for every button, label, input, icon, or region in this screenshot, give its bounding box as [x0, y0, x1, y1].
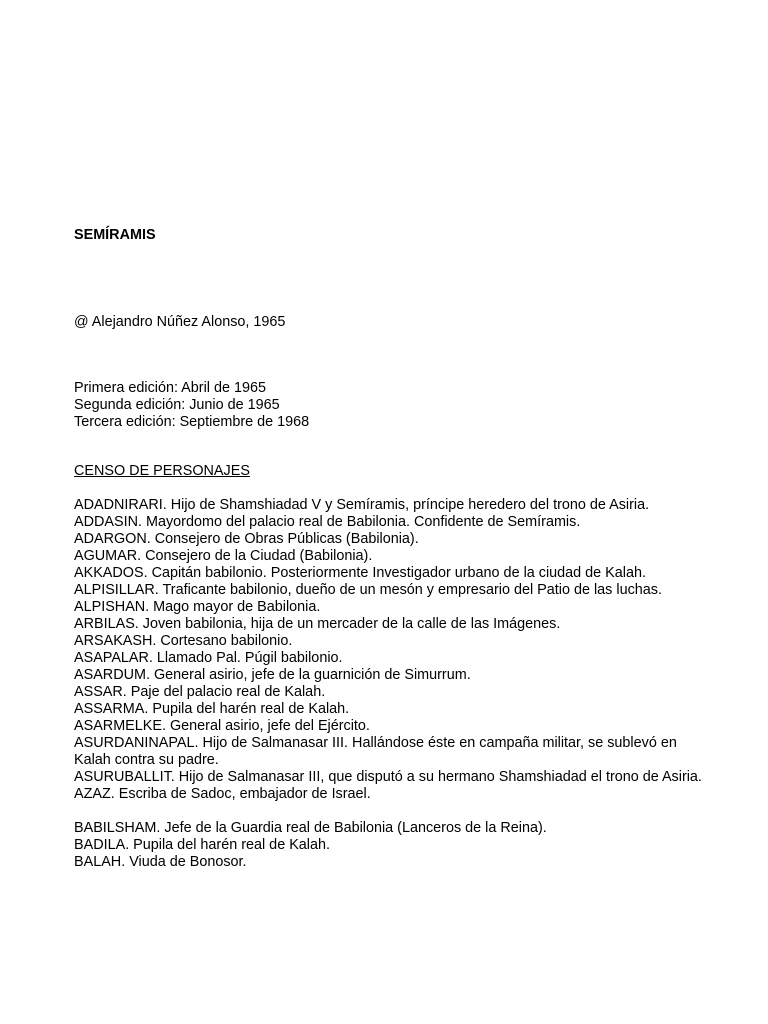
character-entry: ALPISHAN. Mago mayor de Babilonia.	[74, 599, 321, 615]
character-entry: ALPISILLAR. Traficante babilonio, dueño de un mesón y empresario del Patio de las luchas.	[74, 582, 662, 598]
character-entry: ADARGON. Consejero de Obras Públicas (Babilonia).	[74, 531, 419, 547]
character-list	[74, 497, 714, 871]
copyright-line: @ Alejandro Núñez Alonso, 1965	[74, 314, 286, 330]
character-entry: ASARDUM. General asirio, jefe de la guarnición de Simurrum.	[74, 667, 471, 683]
character-entry: BALAH. Viuda de Bonosor.	[74, 854, 247, 870]
character-entry: ASARMELKE. General asirio, jefe del Ejército.	[74, 718, 370, 734]
character-entry: AZAZ. Escriba de Sadoc, embajador de Israel.	[74, 786, 371, 802]
character-entry: ADDASIN. Mayordomo del palacio real de Babilonia. Confidente de Semíramis.	[74, 514, 581, 530]
character-entry: ASURDANINAPAL. Hijo de Salmanasar III. Hallándose éste en campaña militar, se sublevó en Kalah contra su padre.	[74, 735, 677, 768]
character-entry: ASSARMA. Pupila del harén real de Kalah.	[74, 701, 350, 717]
character-entry: BADILA. Pupila del harén real de Kalah.	[74, 837, 330, 853]
edition-line: Segunda edición: Junio de 1965	[74, 397, 280, 413]
character-entry: ASSAR. Paje del palacio real de Kalah.	[74, 684, 326, 700]
character-entry: ARBILAS. Joven babilonia, hija de un mercader de la calle de las Imágenes.	[74, 616, 561, 632]
character-entry: AKKADOS. Capitán babilonio. Posteriormente Investigador urbano de la ciudad de Kalah.	[74, 565, 646, 581]
character-entry: ASAPALAR. Llamado Pal. Púgil babilonio.	[74, 650, 343, 666]
editions-block	[74, 380, 309, 431]
character-entry: BABILSHAM. Jefe de la Guardia real de Babilonia (Lanceros de la Reina).	[74, 820, 547, 836]
character-entry: ASURUBALLIT. Hijo de Salmanasar III, que disputó a su hermano Shamshiadad el trono de Asiria.	[74, 769, 702, 785]
character-entry: ARSAKASH. Cortesano babilonio.	[74, 633, 293, 649]
document-title: SEMÍRAMIS	[74, 227, 156, 243]
character-entry: AGUMAR. Consejero de la Ciudad (Babilonia).	[74, 548, 373, 564]
census-heading: CENSO DE PERSONAJES	[74, 463, 250, 479]
edition-line: Tercera edición: Septiembre de 1968	[74, 414, 310, 430]
section-gap	[74, 803, 714, 820]
character-entry: ADADNIRARI. Hijo de Shamshiadad V y Semíramis, príncipe heredero del trono de Asiria.	[74, 497, 650, 513]
edition-line: Primera edición: Abril de 1965	[74, 380, 266, 396]
